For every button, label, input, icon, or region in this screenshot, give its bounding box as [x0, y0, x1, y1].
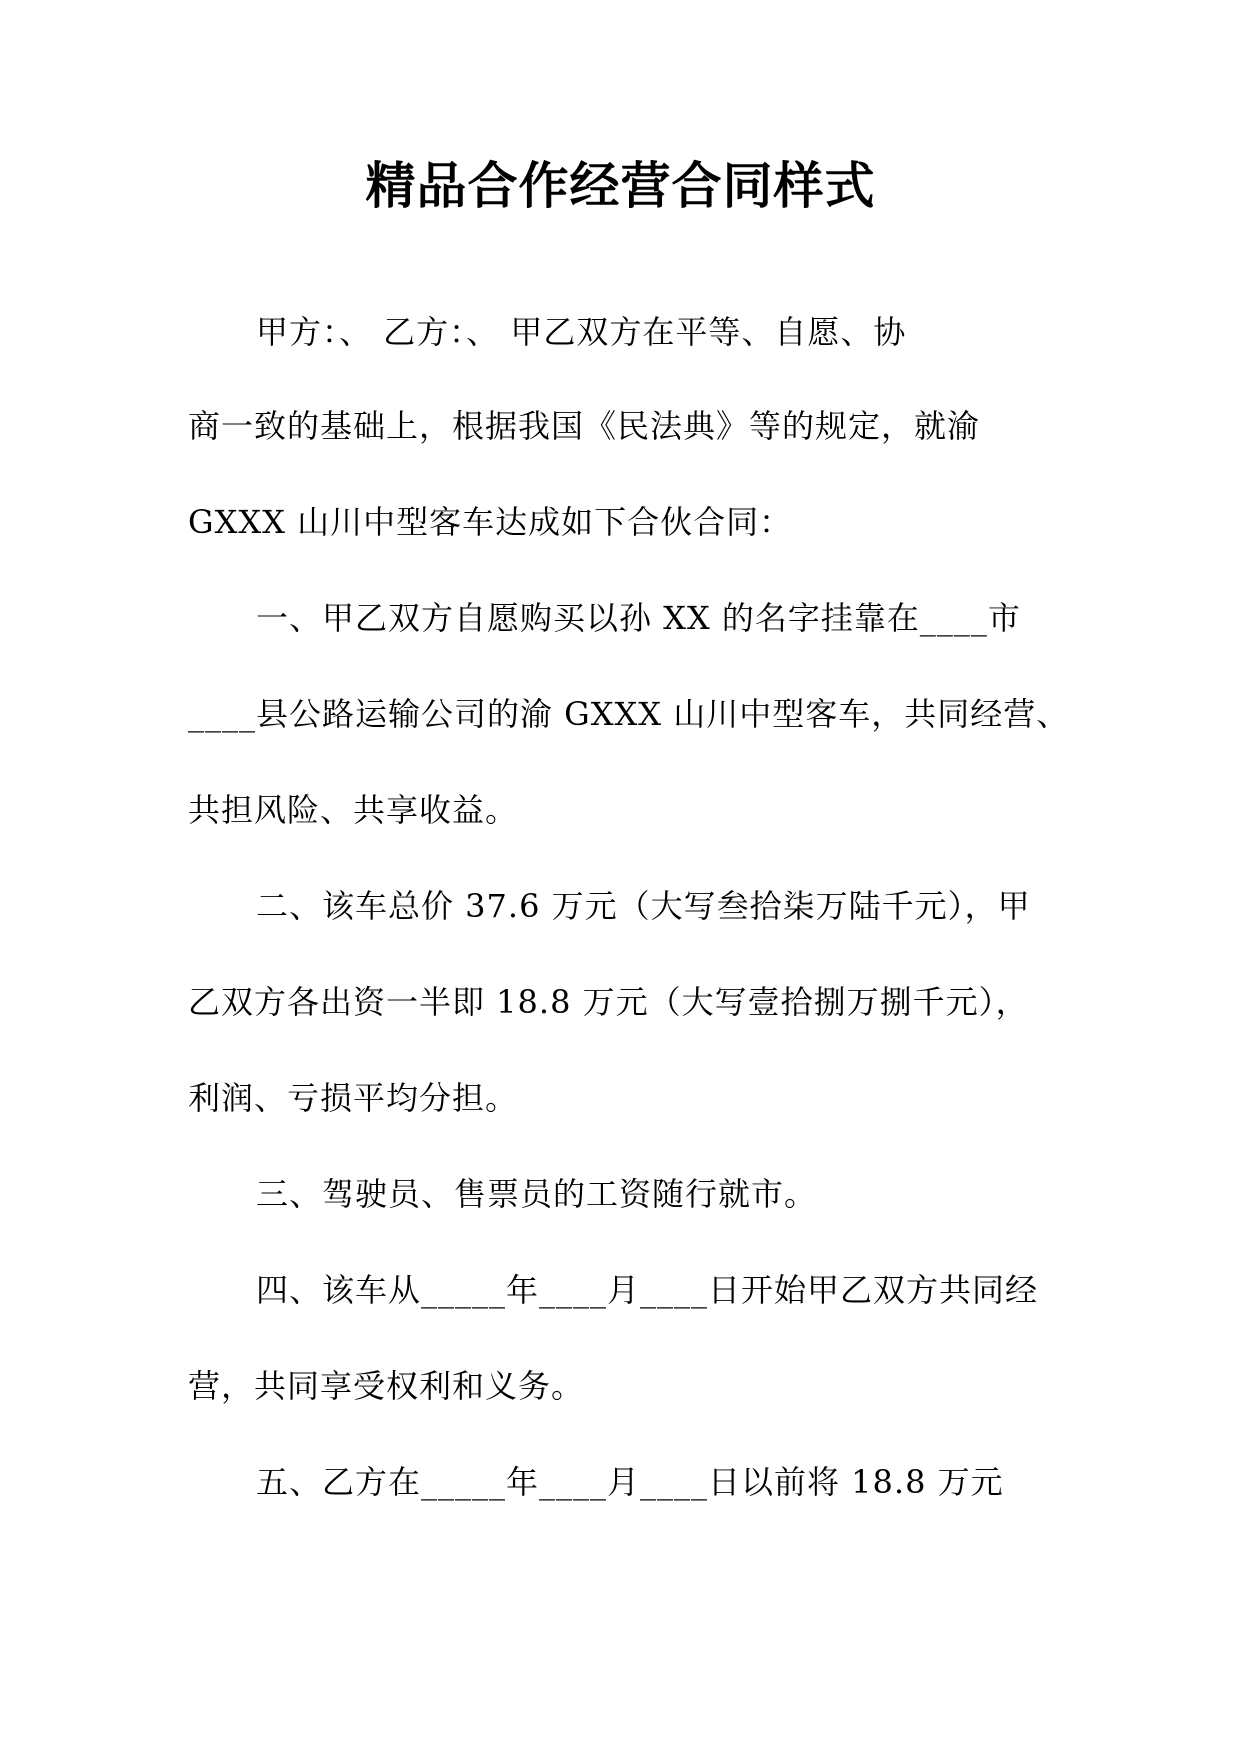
paragraph-line: 甲方：、 乙方：、 甲乙双方在平等、自愿、协	[256, 313, 907, 351]
paragraph-line: 营，共同享受权利和义务。	[188, 1367, 585, 1405]
document-title: 精品合作经营合同样式	[365, 157, 876, 215]
paragraph-line: 一、甲乙双方自愿购买以孙 XX 的名字挂靠在____市	[256, 599, 1021, 637]
paragraph-line: 五、乙方在_____年____月____日以前将 18.8 万元	[256, 1463, 1004, 1501]
paragraph-line: 二、该车总价 37.6 万元（大写叁拾柒万陆千元），甲	[256, 887, 1031, 925]
paragraph-line: 共担风险、共享收益。	[188, 791, 519, 829]
paragraph-line: 乙双方各出资一半即 18.8 万元（大写壹拾捌万捌千元），	[188, 983, 1029, 1021]
paragraph-line: 利润、亏损平均分担。	[188, 1079, 519, 1117]
paragraph-line: 商一致的基础上，根据我国《民法典》等的规定，就渝	[188, 407, 981, 445]
paragraph-line: 三、驾驶员、售票员的工资随行就市。	[256, 1175, 818, 1213]
paragraph-line: ____县公路运输公司的渝 GXXX 山川中型客车，共同经营、	[188, 695, 1070, 733]
paragraph-line: 四、该车从_____年____月____日开始甲乙双方共同经	[256, 1271, 1039, 1309]
paragraph-line: GXXX 山川中型客车达成如下合伙合同：	[188, 503, 793, 541]
